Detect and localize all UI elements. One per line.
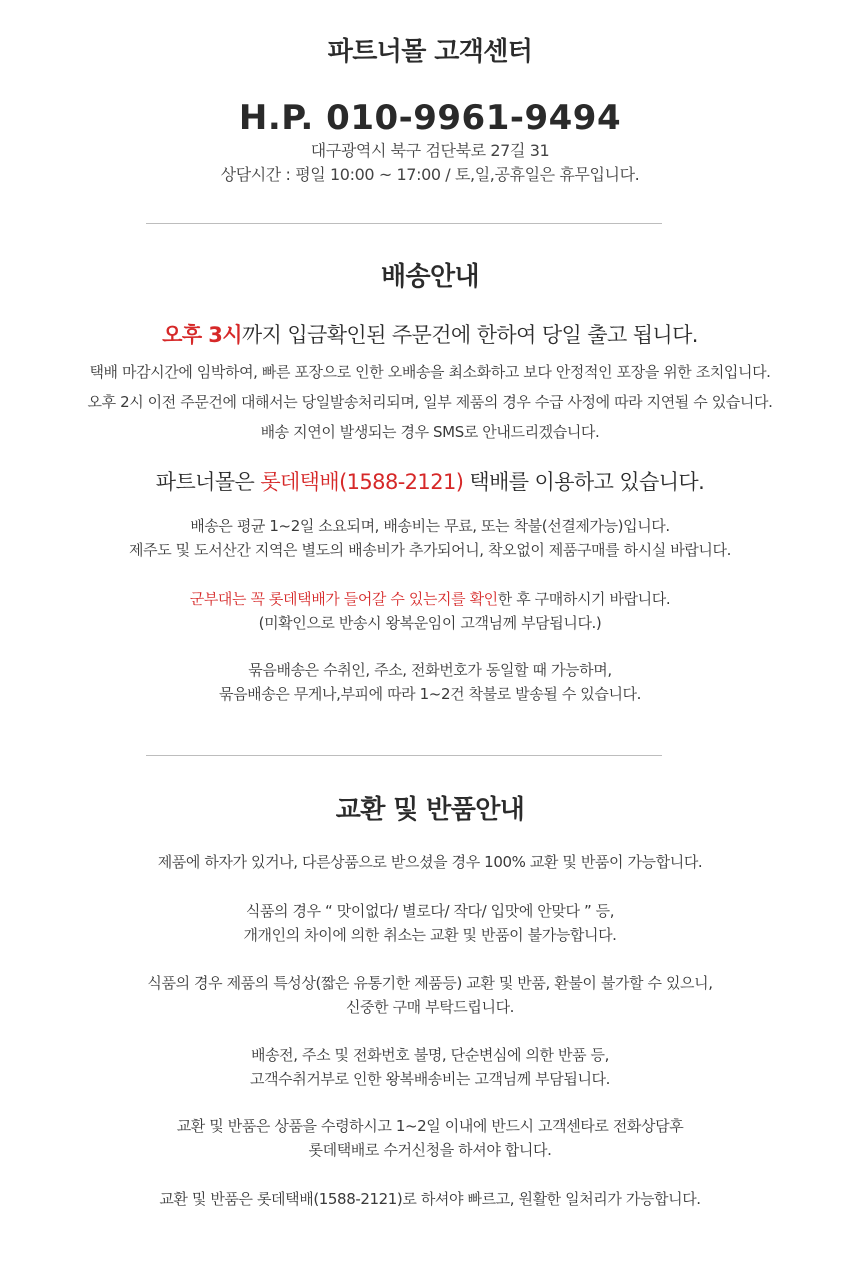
returns-line: 식품의 경우 제품의 특성상(짧은 유통기한 제품등) 교환 및 반품, 환불이 불가할 수 있으니, [147,974,713,992]
phone-number: H.P. 010-9961-9494 [238,98,622,138]
delivery-section-title: 배송안내 [380,262,480,292]
military-notice-note: (미확인으로 반송시 왕복운임이 고객님께 부담됩니다.) [258,614,602,632]
delivery-fee-line: 제주도 및 도서산간 지역은 별도의 배송비가 추가되어니, 착오없이 제품구매를 하시실 바랍니다. [129,541,731,559]
bundle-delivery-line: 묶음배송은 무게나,부피에 따라 1~2건 착불로 발송될 수 있습니다. [218,685,642,703]
courier-name: 롯데택배 [260,470,340,494]
bundle-delivery-line: 묶음배송은 수취인, 주소, 전화번호가 동일할 때 가능하며, [248,661,612,679]
returns-line: 교환 및 반품은 상품을 수령하시고 1~2일 이내에 반드시 고객센타로 전화상담후 [176,1117,684,1135]
military-notice-text: 한 후 구매하시기 바랍니다. [497,590,671,608]
military-notice-highlight: 군부대는 꼭 롯데택배가 들어갈 수 있는지를 확인 [189,590,498,608]
courier-headline [0,468,860,496]
returns-line: 식품의 경우 “ 맛이없다/ 별로다/ 작다/ 입맛에 안맞다 ” 등, [245,902,615,920]
delivery-note: 배송 지연이 발생되는 경우 SMS로 안내드리겠습니다. [260,423,600,441]
hours-text: 상담시간 : 평일 10:00 ~ 17:00 / 토,일,공휴일은 휴무입니다. [220,165,640,184]
returns-line: 고객수취거부로 인한 왕복배송비는 고객님께 부담됩니다. [249,1070,610,1088]
section-divider [146,755,662,756]
delivery-fee-line: 배송은 평균 1~2일 소요되며, 배송비는 무료, 또는 착불(선결제가능)입니다. [190,517,670,535]
delivery-cutoff-time: 오후 3시 [162,323,242,347]
returns-line: 제품에 하자가 있거나, 다른상품으로 받으셨을 경우 100% 교환 및 반품이 가능합니다. [157,853,703,871]
returns-line: 개개인의 차이에 의한 취소는 교환 및 반품이 불가능합니다. [243,926,617,944]
returns-line: 교환 및 반품은 롯데택배(1588-2121)로 하셔야 빠르고, 원활한 일처리가 가능합니다. [159,1190,701,1208]
courier-suffix: 택배를 이용하고 있습니다. [463,470,705,494]
military-notice [0,588,860,610]
delivery-note: 택배 마감시간에 임박하여, 빠른 포장으로 인한 오배송을 최소화하고 보다 안정적인 포장을 위한 조치입니다. [89,363,771,381]
section-divider [146,223,662,224]
courier-phone: (1588-2121) [339,470,464,494]
returns-section-title: 교환 및 반품안내 [335,795,525,825]
customer-center-title: 파트너몰 고객센터 [327,37,533,67]
delivery-headline [0,321,860,349]
courier-prefix: 파트너몰은 [155,470,261,494]
returns-line: 배송전, 주소 및 전화번호 불명, 단순변심에 의한 반품 등, [250,1046,610,1064]
delivery-headline-text: 까지 입금확인된 주문건에 한하여 당일 출고 됩니다. [241,323,698,347]
address-text: 대구광역시 북구 검단북로 27길 31 [310,141,550,160]
delivery-note: 오후 2시 이전 주문건에 대해서는 당일발송처리되며, 일부 제품의 경우 수급 사정에 따라 지연될 수 있습니다. [87,393,773,411]
returns-line: 신중한 구매 부탁드립니다. [345,998,515,1016]
returns-line: 롯데택배로 수거신청을 하셔야 합니다. [308,1141,552,1159]
